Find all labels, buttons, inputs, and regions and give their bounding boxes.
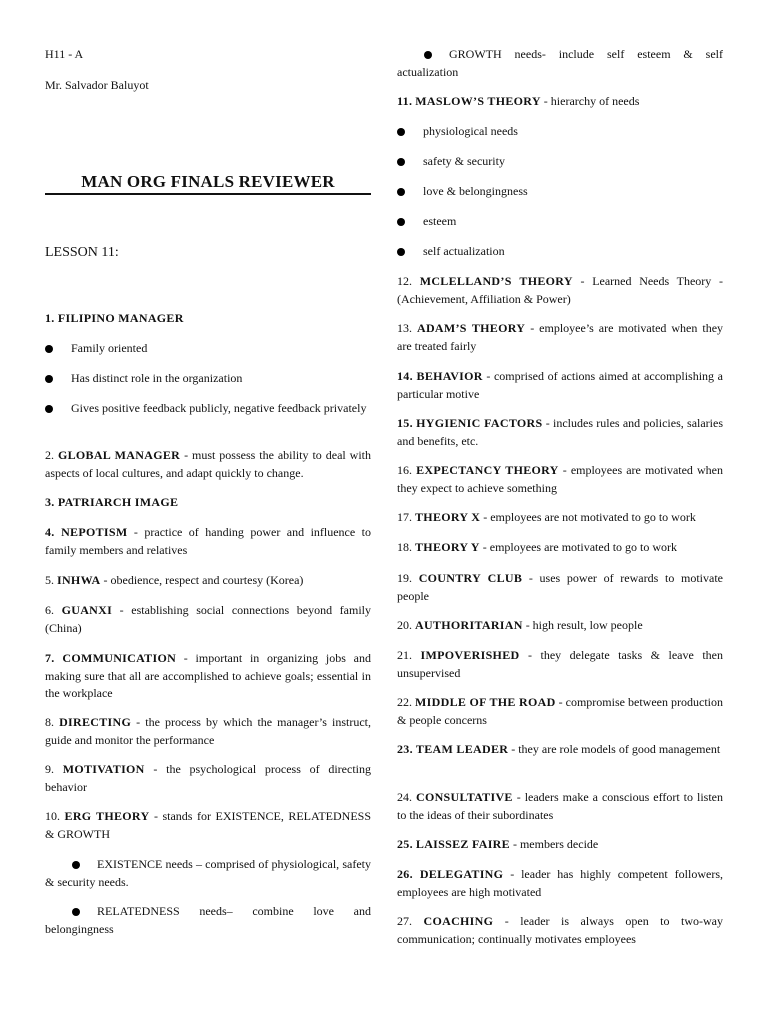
bullet-text: Family oriented <box>71 341 148 355</box>
item-number: 14. <box>397 369 413 383</box>
item-7 <box>45 650 371 703</box>
item-number: 24. <box>397 790 412 804</box>
item-number: 17. <box>397 510 412 524</box>
item-number: 26. <box>397 867 413 881</box>
item-number: 16. <box>397 463 412 477</box>
item-24 <box>397 789 723 824</box>
course-code: H11 - A <box>45 47 84 61</box>
item-25 <box>397 836 723 854</box>
bullet-text: love & belongingness <box>423 184 528 198</box>
item-11 <box>397 93 723 111</box>
item-number: 10. <box>45 809 60 823</box>
item-number: 12. <box>397 274 412 288</box>
item-description: - obedience, respect and courtesy (Korea) <box>100 573 304 587</box>
item-18 <box>397 539 723 557</box>
bullet-icon <box>397 158 405 166</box>
bullet-text: GROWTH needs- include self esteem & self actualization <box>397 47 723 79</box>
item-description: - high result, low people <box>522 618 643 632</box>
item-description: - must possess the ability to deal with aspects of local cultures, and adapt quickly to change. <box>45 448 372 480</box>
item-term: MASLOW’S THEORY <box>415 94 541 108</box>
bullet-text: Gives positive feedback publicly, negative feedback privately <box>71 401 367 415</box>
item-description: - hierarchy of needs <box>540 94 640 108</box>
item-term: DELEGATING <box>419 867 504 881</box>
item-description: - uses power of rewards to motivate people <box>397 571 724 603</box>
lesson-heading: LESSON 11: <box>45 245 119 260</box>
item-description: - important in organizing jobs and making sure that all are accomplished to achieve goals; essential in the workplace <box>45 651 372 700</box>
item-term: BEHAVIOR <box>416 369 483 383</box>
item-term: IMPOVERISHED <box>420 648 520 662</box>
item-19 <box>397 570 723 605</box>
item-21 <box>397 647 723 682</box>
item-term: LAISSEZ FAIRE <box>415 837 510 851</box>
item-term: HYGIENIC FACTORS <box>416 416 543 430</box>
item-term: MCLELLAND’S THEORY <box>419 274 573 288</box>
item-term: COMMUNICATION <box>62 651 177 665</box>
item-description: - stands for EXISTENCE, RELATEDNESS & GROWTH <box>45 809 372 841</box>
bullet-text: self actualization <box>423 244 505 258</box>
item-6 <box>45 602 371 637</box>
bullet-text: Has distinct role in the organization <box>71 371 243 385</box>
item-15 <box>397 415 723 450</box>
item-term: ERG THEORY <box>64 809 150 823</box>
item-number: 7. <box>45 651 55 665</box>
bullet-icon <box>45 375 53 383</box>
item-description: - the process by which the manager’s instruct, guide and monitor the performance <box>45 715 371 747</box>
item-27 <box>397 913 723 948</box>
item-number: 25. <box>397 837 413 851</box>
item-13 <box>397 320 723 355</box>
item-number: 19. <box>397 571 412 585</box>
item-number: 9. <box>45 762 54 776</box>
bullet-icon <box>397 188 405 196</box>
item-term: DIRECTING <box>59 715 132 729</box>
item-term: NEPOTISM <box>61 525 128 539</box>
item-description: - employees are not motivated to go to work <box>480 510 696 524</box>
item-description: - the psychological process of directing behavior <box>45 762 371 794</box>
item-description: - members decide <box>509 837 599 851</box>
bullet-text: EXISTENCE needs – comprised of physiological, safety & security needs. <box>45 857 371 889</box>
item-description: - Learned Needs Theory - (Achievement, Affiliation & Power) <box>397 274 723 306</box>
item-term: COUNTRY CLUB <box>418 571 523 585</box>
item-number: 15. <box>397 416 413 430</box>
item-description: - employees are motivated when they expect to achieve something <box>397 463 723 495</box>
item-3-heading: 3. PATRIARCH IMAGE <box>45 495 179 509</box>
item-number: 23. <box>397 742 413 756</box>
instructor-name: Mr. Salvador Baluyot <box>45 78 149 92</box>
item-term: MIDDLE OF THE ROAD <box>415 695 556 709</box>
item-26 <box>397 866 723 901</box>
bullet-text: physiological needs <box>423 124 518 138</box>
title-underline <box>45 193 371 195</box>
item-term: AUTHORITARIAN <box>415 618 523 632</box>
item-9 <box>45 761 371 796</box>
item-description: - they delegate tasks & leave then unsupervised <box>397 648 723 680</box>
item-20 <box>397 617 723 635</box>
item-number: 18. <box>397 540 412 554</box>
bullet-icon <box>45 345 53 353</box>
item-number: 6. <box>45 603 54 617</box>
item-term: THEORY X <box>415 510 481 524</box>
item-number: 2. <box>45 448 54 462</box>
item-term: GLOBAL MANAGER <box>57 448 181 462</box>
item-17 <box>397 509 723 527</box>
item-1-heading: 1. FILIPINO MANAGER <box>45 311 184 325</box>
item-term: THEORY Y <box>415 540 480 554</box>
item-description: - compromise between production & people concerns <box>397 695 724 727</box>
item-12 <box>397 273 723 308</box>
item-10 <box>45 808 371 843</box>
item-23 <box>397 741 723 759</box>
item-description: - leader is always open to two-way communication; continually motivates employees <box>397 914 724 946</box>
item-number: 8. <box>45 715 54 729</box>
item-description: - they are role models of good management <box>508 742 721 756</box>
item-number: 22. <box>397 695 412 709</box>
item-22 <box>397 694 723 729</box>
item-term: TEAM LEADER <box>415 742 509 756</box>
item-description: - establishing social connections beyond family (China) <box>45 603 372 635</box>
item-description: - employees are motivated to go to work <box>479 540 678 554</box>
bullet-text: esteem <box>423 214 457 228</box>
item-term: MOTIVATION <box>62 762 145 776</box>
item-term: CONSULTATIVE <box>415 790 513 804</box>
item-description: - includes rules and policies, salaries and benefits, etc. <box>397 416 723 448</box>
item-description: - leader has highly competent followers, employees are high motivated <box>397 867 723 899</box>
item-term: COACHING <box>423 914 494 928</box>
item-8 <box>45 714 371 749</box>
item-number: 20. <box>397 618 412 632</box>
item-description: - employee’s are motivated when they are treated fairly <box>397 321 724 353</box>
bullet-icon <box>397 248 405 256</box>
bullet-icon <box>397 218 405 226</box>
item-term: INHWA <box>57 573 101 587</box>
item-description: - practice of handing power and influence to family members and relatives <box>45 525 371 557</box>
item-number: 21. <box>397 648 412 662</box>
item-2 <box>45 447 371 482</box>
item-16 <box>397 462 723 497</box>
item-number: 4. <box>45 525 55 539</box>
item-number: 5. <box>45 573 54 587</box>
bullet-text: RELATEDNESS needs– combine love and belongingness <box>45 904 371 936</box>
item-number: 13. <box>397 321 412 335</box>
item-term: EXPECTANCY THEORY <box>416 463 559 477</box>
document-title: MAN ORG FINALS REVIEWER <box>81 172 335 191</box>
item-number: 27. <box>397 914 412 928</box>
item-description: - comprised of actions aimed at accomplishing a particular motive <box>397 369 723 401</box>
item-4 <box>45 524 371 559</box>
item-term: ADAM’S THEORY <box>416 321 526 335</box>
bullet-icon <box>397 128 405 136</box>
item-5 <box>45 572 371 590</box>
item-description: - leaders make a conscious effort to listen to the ideas of their subordinates <box>397 790 723 822</box>
bullet-text: safety & security <box>423 154 505 168</box>
item-14 <box>397 368 723 403</box>
item-number: 11. <box>397 94 413 108</box>
item-term: GUANXI <box>61 603 113 617</box>
